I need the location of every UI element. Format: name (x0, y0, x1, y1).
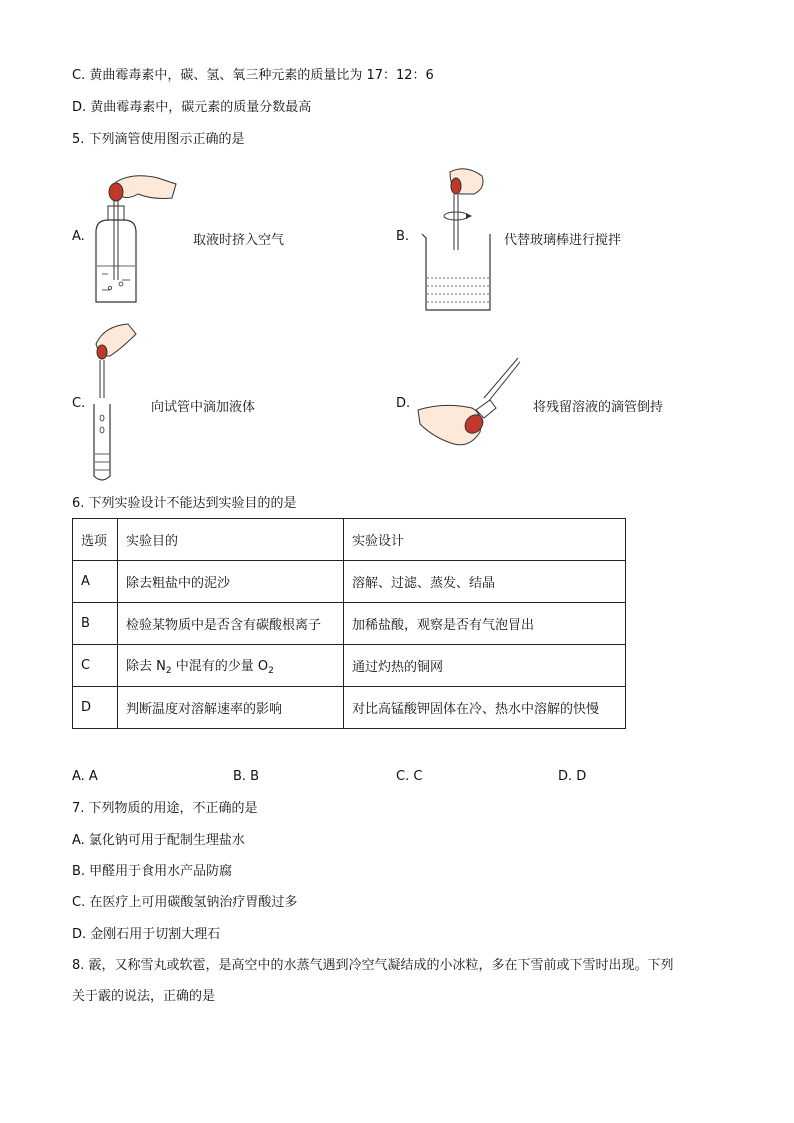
goal-subscript-o: 2 (268, 666, 274, 676)
row-option: D (73, 687, 118, 729)
goal-text-mid: 中混有的少量 O (171, 659, 269, 674)
q5-option-b-caption: 代替玻璃棒进行搅拌 (504, 233, 622, 248)
q5-option-d-letter: D. (396, 396, 411, 411)
q5-option-c-letter: C. (72, 396, 86, 411)
q6-choice-a: A. A (72, 769, 98, 784)
q5-option-a-letter: A. (72, 229, 85, 244)
row-goal: 除去粗盐中的泥沙 (118, 561, 344, 603)
q5-figure-b (416, 164, 500, 312)
q5-option-c-caption: 向试管中滴加液体 (151, 400, 256, 415)
q6-choice-d: D. D (558, 769, 587, 784)
row-design: 对比高锰酸钾固体在冷、热水中溶解的快慢 (344, 687, 626, 729)
row-option: B (73, 603, 118, 645)
row-design: 通过灼热的铜网 (344, 645, 626, 687)
row-option: C (73, 645, 118, 687)
q5-option-b-letter: B. (396, 229, 410, 244)
q4-option-c: C. 黄曲霉毒素中，碳、氢、氧三种元素的质量比为 17：12：6 (72, 68, 434, 83)
goal-text-pre: 除去 N (126, 659, 166, 674)
q5-option-a-caption: 取液时挤入空气 (193, 233, 285, 248)
table-row (73, 645, 626, 687)
row-goal: 判断温度对溶解速率的影响 (118, 687, 344, 729)
q7-option-d: D. 金刚石用于切割大理石 (72, 927, 221, 942)
q7-stem: 7. 下列物质的用途，不正确的是 (72, 801, 258, 816)
header-design: 实验设计 (344, 519, 626, 561)
q5-stem: 5. 下列滴管使用图示正确的是 (72, 132, 245, 147)
q4-option-d: D. 黄曲霉毒素中，碳元素的质量分数最高 (72, 100, 312, 115)
q6-stem: 6. 下列实验设计不能达到实验目的的是 (72, 496, 297, 511)
q5-option-d-caption: 将残留溶液的滴管倒持 (533, 400, 664, 415)
experiment-table (72, 518, 626, 729)
row-goal: 检验某物质中是否含有碳酸根离子 (118, 603, 344, 645)
table-row (73, 561, 626, 603)
q7-option-b: B. 甲醛用于食用水产品防腐 (72, 864, 233, 879)
header-goal: 实验目的 (118, 519, 344, 561)
table-row (73, 603, 626, 645)
q7-option-a: A. 氯化钠可用于配制生理盐水 (72, 833, 245, 848)
row-design: 溶解、过滤、蒸发、结晶 (344, 561, 626, 603)
row-design: 加稀盐酸，观察是否有气泡冒出 (344, 603, 626, 645)
row-option: A (73, 561, 118, 603)
goal-subscript-n: 2 (165, 666, 172, 676)
q8-stem-line1: 8. 霰，又称雪丸或软雹，是高空中的水蒸气遇到冷空气凝结成的小冰粒，多在下雪前或下雪时出现。下列 (72, 958, 674, 973)
q6-choice-b: B. B (233, 769, 260, 784)
row-goal (118, 645, 344, 687)
q5-figure-c (88, 322, 138, 486)
q5-figure-d (414, 352, 524, 452)
header-option: 选项 (73, 519, 118, 561)
q8-stem-line2: 关于霰的说法，正确的是 (72, 989, 216, 1004)
table-row (73, 687, 626, 729)
table-header-row (73, 519, 626, 561)
q6-choice-c: C. C (396, 769, 423, 784)
q5-figure-a (88, 170, 188, 306)
q7-option-c: C. 在医疗上可用碳酸氢钠治疗胃酸过多 (72, 895, 298, 910)
